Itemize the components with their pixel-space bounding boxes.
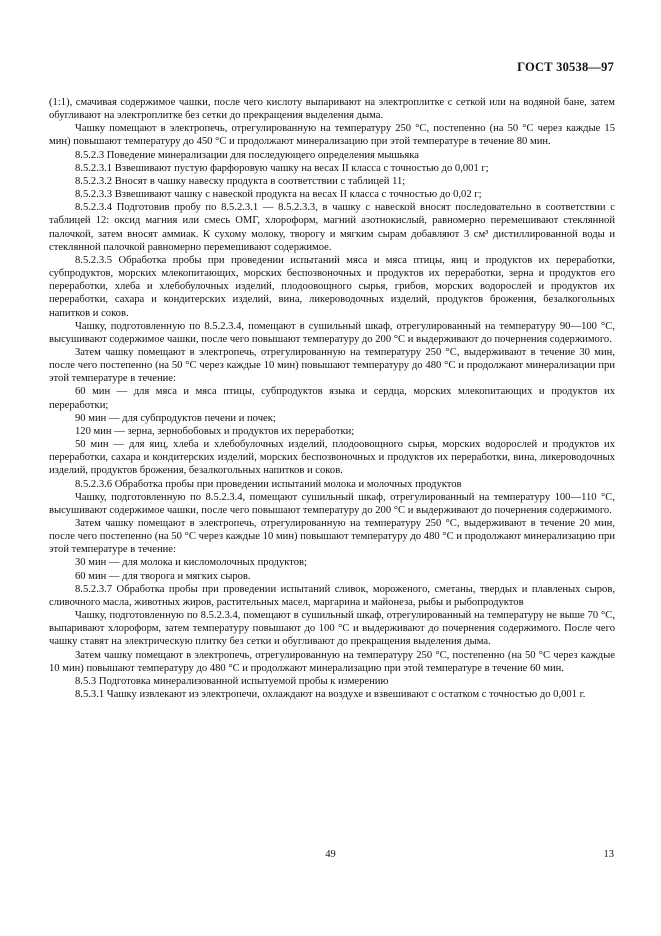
- standard-header: ГОСТ 30538—97: [517, 60, 614, 74]
- paragraph: 60 мин — для мяса и мяса птицы, субпродуктов языка и сердца, морских млекопитающих и продуктов их переработки;: [49, 386, 615, 411]
- paragraph: 50 мин — для яиц, хлеба и хлебобулочных изделий, плодоовощного сырья, морских водорослей и продуктов их переработки, сахара и кондитерских изделий, морских беспозвоночных и продуктов их переработки, вина, ликероводочных изделий, продуктов брожения, безалкогольных напитков и соков.: [49, 439, 615, 477]
- paragraph: 8.5.2.3.5 Обработка пробы при проведении испытаний мяса и мяса птицы, яиц и продуктов их переработки, субпродуктов, морских млекопитающих, морских беспозвоночных и продуктов их переработки, зерна и продуктов его переработки, хлеба и хлебобулочных изделий, плодоовощного сырья, грибов, морских водорослей и продуктов их переработки, сахара и кондитерских изделий, вина, ликероводочных изделий, продуктов брожения, безалкогольных напитков и соков.: [49, 254, 615, 319]
- paragraph: 30 мин — для молока и кисломолочных продуктов;: [75, 557, 307, 569]
- paragraph: Чашку, подготовленную по 8.5.2.3.4, помещают сушильный шкаф, отрегулированный на температуру 100—110 °С, высушивают содержимое чашки, после чего повышают температуру до 200 °С и выдерживают до почернения содержимого.: [49, 491, 615, 516]
- paragraph: 8.5.2.3.2 Вносят в чашку навеску продукта в соответствии с таблицей 11;: [75, 175, 406, 187]
- paragraph: 8.5.2.3.3 Взвешивают чашку с навеской продукта на весах II класса с точностью до 0,02 г;: [75, 189, 482, 201]
- paragraph: 8.5.2.3.6 Обработка пробы при проведении испытаний молока и молочных продуктов: [75, 478, 462, 490]
- paragraph: 8.5.3.1 Чашку извлекают из электропечи, охлаждают на воздухе и взвешивают с остатком с точностью до 0,001 г.: [75, 689, 586, 701]
- paragraph: Чашку, подготовленную по 8.5.2.3.4, помещают в сушильный шкаф, отрегулированный на температуру не выше 70 °С, выпаривают хлороформ, затем температуру повышают до 100 °С и выдерживают до почернения содержимого. После чего чашку ставят на электрическую плитку без сетки и обугливают до прекращения выделения дыма.: [49, 610, 615, 648]
- sheet-number: 13: [603, 849, 614, 860]
- paragraph: 60 мин — для творога и мягких сыров.: [75, 570, 251, 582]
- paragraph: Затем чашку помещают в электропечь, отрегулированную на температуру 250 °С, выдерживают в течение 20 мин, после чего постепенно (на 50 °С через каждые 10 мин) повышают температуру до 480 °С и продолжают минерализацию при этой температуре в течение:: [49, 518, 615, 556]
- page-number: 49: [325, 849, 336, 860]
- paragraph: (1:1), смачивая содержимое чашки, после чего кислоту выпаривают на электроплитке с сеткой или на водяной бане, затем обугливают на электроплитке без сетки до прекращения выделения дыма.: [49, 97, 615, 122]
- paragraph: 90 мин — для субпродуктов печени и почек;: [75, 412, 276, 424]
- paragraph: 120 мин — зерна, зернобобовых и продуктов их переработки;: [75, 425, 355, 437]
- paragraph: 8.5.2.3 Поведение минерализации для последующего определения мышьяка: [75, 149, 419, 161]
- paragraph: Затем чашку помещают в электропечь, отрегулированную на температуру 250 °С, постепенно (на 50 °С через каждые 10 мин) повышают температуру до 480 °С и продолжают минерализацию при этой температуре в течение 60 мин.: [49, 649, 615, 674]
- paragraph: 8.5.2.3.4 Подготовив пробу по 8.5.2.3.1 — 8.5.2.3.3, в чашку с навеской вносят последовательно в соответствии с таблицей 12: оксид магния или смесь ОМГ, хлороформ, магний азотнокислый, равномерно перемешивают стеклянной палочкой, затем вносят аммиак. К сухому молоку, творогу и мягким сырам добавляют 3 см³ дистиллированной воды и стеклянной палочкой равномерно перемешивают содержимое.: [49, 202, 615, 253]
- paragraph: 8.5.2.3.7 Обработка пробы при проведении испытаний сливок, мороженого, сметаны, твердых и плавленых сыров, сливочного масла, животных жиров, растительных масел, маргарина и майонеза, рыбы и рыбопродуктов: [49, 583, 615, 608]
- paragraph: Чашку, подготовленную по 8.5.2.3.4, помещают в сушильный шкаф, отрегулированный на температуру 90—100 °С, высушивают содержимое чашки, после чего повышают температуру до 200 °С и выдерживают до почернения содержимого.: [49, 320, 615, 345]
- body-text: [49, 96, 615, 701]
- paragraph: Чашку помещают в электропечь, отрегулированную на температуру 250 °С, постепенно (на 50 °С через каждые 15 мин) повышают температуру до 450 °С и продолжают минерализацию при этой температуре в течение 80 мин.: [49, 123, 615, 148]
- paragraph: 8.5.3 Подготовка минерализованной испытуемой пробы к измерению: [75, 675, 389, 687]
- paragraph: Затем чашку помещают в электропечь, отрегулированную на температуру 250 °С, выдерживают в течение 30 мин, после чего постепенно (на 50 °С через каждые 10 мин) повышают температуру до 480 °С и продолжают минерализации при этой температуре в течение:: [49, 346, 615, 385]
- paragraph: 8.5.2.3.1 Взвешивают пустую фарфоровую чашку на весах II класса с точностью до 0,001 г;: [75, 162, 489, 174]
